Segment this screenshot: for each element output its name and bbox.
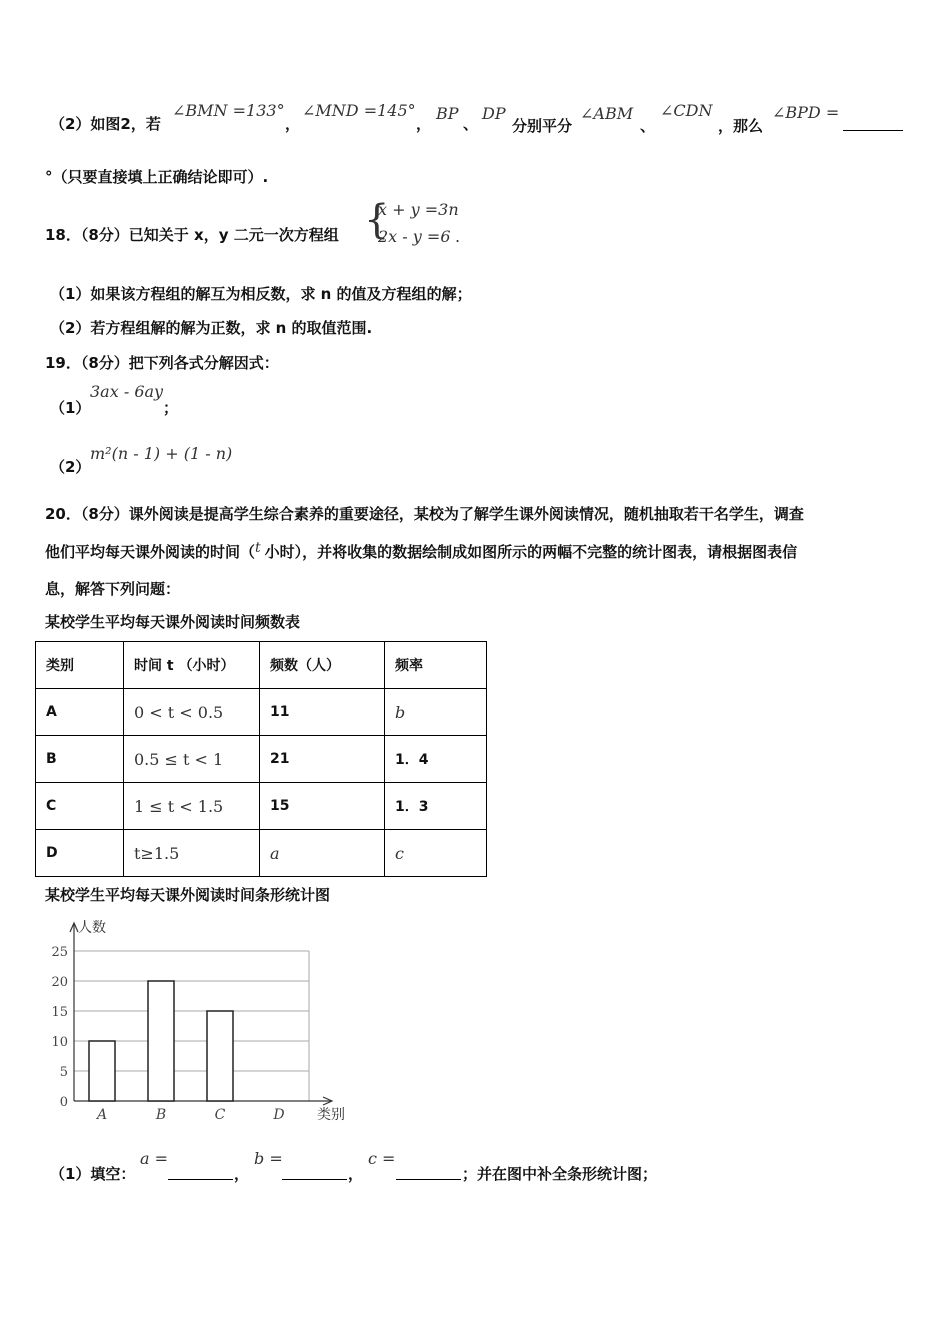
- chart-title: 某校学生平均每天课外阅读时间条形统计图: [45, 886, 331, 904]
- x-tick-label: A: [96, 1107, 108, 1122]
- q18-intro: 18．（8分）已知关于 x，y 二元一次方程组: [45, 226, 339, 244]
- q19-part2-expression: m²(n - 1) + (1 - n): [90, 444, 233, 463]
- q18-part1: （1）如果该方程组的解互为相反数，求 n 的值及方程组的解；: [50, 285, 472, 303]
- q20-var-t: t: [255, 540, 261, 556]
- frequency-table: [35, 641, 487, 877]
- q20-fill-label: （1）填空：: [50, 1165, 136, 1183]
- q17-cdn: ∠CDN: [660, 101, 713, 120]
- table-title: 某校学生平均每天课外阅读时间频数表: [45, 613, 301, 631]
- q17-sep-1: 、: [463, 115, 479, 133]
- fill-end: ；并在图中补全条形统计图；: [462, 1165, 658, 1183]
- y-tick-label: 5: [59, 1065, 68, 1080]
- bar-b: [148, 981, 174, 1101]
- y-tick-label: 10: [51, 1035, 68, 1050]
- q17-sep-2: 、: [640, 117, 656, 135]
- table-header-cell: 频数（人）: [260, 642, 385, 689]
- q17-comma-1: ，: [285, 115, 301, 133]
- q20-line-2b: 小时），并将收集的数据绘制成如图所示的两幅不完整的统计图表，请根据图表信: [264, 543, 798, 561]
- q18-equation-1: x + y =3n: [378, 200, 459, 219]
- table-cell: 0.5 ≤ t < 1: [134, 749, 224, 769]
- table-cell: 11: [260, 689, 385, 736]
- q17-angle-bmn: ∠BMN =133°: [172, 101, 285, 120]
- q17-note: °（只要直接填上正确结论即可）.: [45, 168, 269, 186]
- q20-line-2a: 他们平均每天课外阅读的时间（: [45, 543, 256, 561]
- table-header-cell: 频率: [385, 642, 487, 689]
- q17-abm: ∠ABM: [580, 104, 634, 123]
- q18-period: .: [455, 227, 461, 246]
- table-header-cell: 类别: [36, 642, 124, 689]
- y-tick-label: 20: [51, 975, 68, 990]
- table-cell: b: [395, 702, 406, 722]
- bar-a: [89, 1041, 115, 1101]
- table-cell: 21: [260, 736, 385, 783]
- q19-part1-expression: 3ax - 6ay: [90, 382, 164, 401]
- table-row: [36, 830, 487, 877]
- y-axis-label: 人数: [78, 920, 106, 936]
- fill-b-blank[interactable]: [282, 1165, 347, 1184]
- q20-line-3: 息，解答下列问题：: [45, 580, 181, 598]
- table-row: [36, 689, 487, 736]
- x-tick-label: B: [155, 1107, 167, 1122]
- fill-c-blank[interactable]: [396, 1165, 461, 1184]
- q19-intro: 19．（8分）把下列各式分解因式：: [45, 354, 279, 372]
- fill-c-label: c =: [368, 1149, 396, 1168]
- table-cell: 0 < t < 0.5: [134, 702, 224, 722]
- fill-b-label: b =: [254, 1149, 283, 1168]
- q20-line-2: [45, 540, 797, 562]
- x-tick-label: D: [273, 1107, 285, 1122]
- q17-part2-label: （2）如图2，若: [50, 115, 161, 133]
- q17-then: ，那么: [718, 117, 764, 135]
- table-row: [36, 736, 487, 783]
- table-cell: 1．3: [385, 783, 487, 830]
- table-cell: A: [36, 689, 124, 736]
- table-cell: D: [36, 830, 124, 877]
- q17-bp: BP: [436, 104, 459, 123]
- fill-a-label: a =: [140, 1149, 169, 1168]
- table-cell: c: [395, 843, 404, 863]
- x-tick-label: C: [214, 1107, 226, 1122]
- fill-a-blank[interactable]: [168, 1165, 233, 1184]
- q20-line-1: 20．（8分）课外阅读是提高学生综合素养的重要途径，某校为了解学生课外阅读情况，随机抽取若干名学生，调查: [45, 505, 804, 523]
- table-header-cell: 时间 t （小时）: [124, 642, 260, 689]
- table-cell: t≥1.5: [134, 843, 180, 863]
- chart-bars: [89, 981, 233, 1101]
- table-cell: B: [36, 736, 124, 783]
- q17-angle-mnd: ∠MND =145°: [302, 101, 416, 120]
- y-tick-label: 15: [51, 1005, 68, 1020]
- table-cell: 1．4: [385, 736, 487, 783]
- table-cell: a: [270, 843, 280, 863]
- q17-dp: DP: [482, 104, 506, 123]
- fill-comma-2: ，: [348, 1165, 364, 1183]
- table-cell: 1 ≤ t < 1.5: [134, 796, 224, 816]
- q18-part2: （2）若方程组解的解为正数，求 n 的取值范围.: [50, 319, 373, 337]
- q19-part2-label: （2）: [50, 458, 91, 476]
- table-header-row: [36, 642, 487, 689]
- y-tick-label: 25: [51, 945, 68, 960]
- fill-comma-1: ，: [234, 1165, 250, 1183]
- y-tick-label: 0: [59, 1095, 68, 1110]
- system-brace: {: [364, 197, 390, 243]
- table-row: [36, 783, 487, 830]
- table-cell: C: [36, 783, 124, 830]
- x-axis-label: 类别: [317, 1107, 345, 1122]
- q17-bisect: 分别平分: [512, 117, 573, 135]
- bar-c: [207, 1011, 233, 1101]
- q19-part1-end: ；: [163, 399, 179, 417]
- q17-comma-2: ，: [416, 115, 432, 133]
- bar-chart: [35, 912, 375, 1122]
- q18-equation-2: 2x - y =6: [378, 227, 451, 246]
- table-cell: 15: [260, 783, 385, 830]
- q17-bpd: ∠BPD =: [772, 103, 840, 122]
- q17-answer-blank: [843, 116, 903, 135]
- q19-part1-label: （1）: [50, 399, 91, 417]
